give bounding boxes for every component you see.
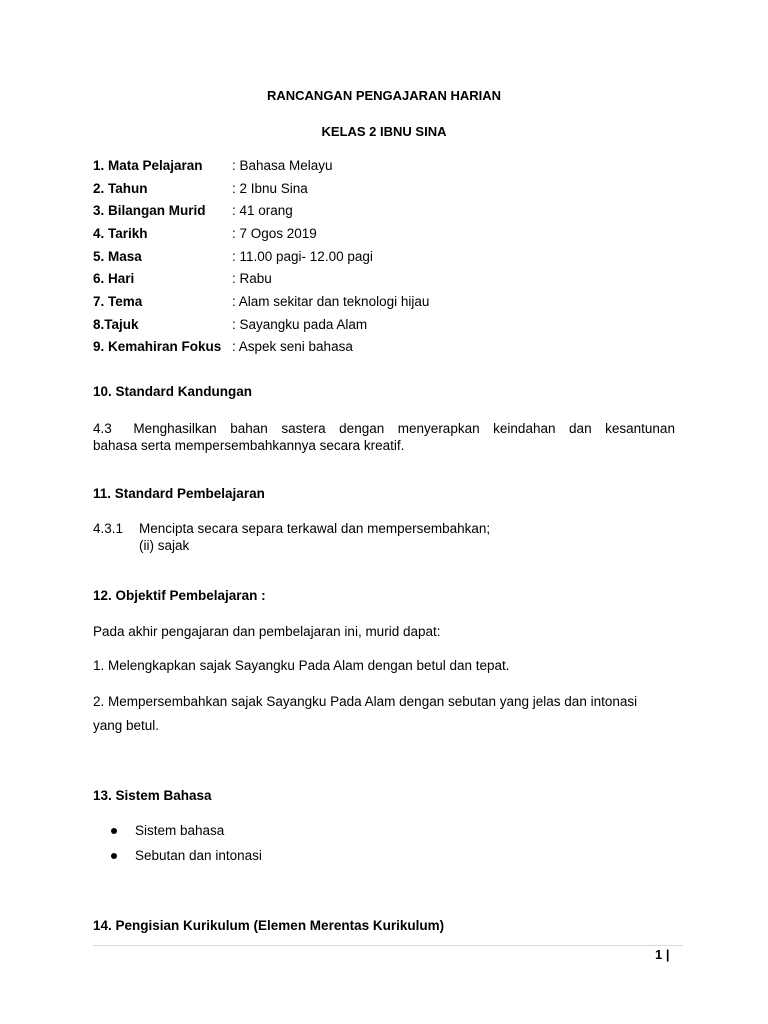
info-value: : 2 Ibnu Sina bbox=[232, 181, 308, 196]
word: dengan bbox=[339, 421, 385, 436]
bullet-icon bbox=[111, 853, 117, 859]
info-value: : Sayangku pada Alam bbox=[232, 317, 368, 332]
text-line: (ii) sajak bbox=[139, 538, 190, 553]
info-value: : Aspek seni bahasa bbox=[232, 339, 353, 354]
info-label: 5. Masa bbox=[93, 249, 142, 264]
info-label: 3. Bilangan Murid bbox=[93, 203, 206, 218]
info-value: : 41 orang bbox=[232, 203, 293, 218]
info-value: : Rabu bbox=[232, 271, 272, 286]
word: keindahan bbox=[493, 421, 556, 436]
list-item: Sebutan dan intonasi bbox=[135, 848, 262, 863]
word: menyerapkan bbox=[397, 421, 480, 436]
info-label: 4. Tarikh bbox=[93, 226, 148, 241]
objective-item: 1. Melengkapkan sajak Sayangku Pada Alam dengan betul dan tepat. bbox=[93, 658, 510, 673]
info-value: : 7 Ogos 2019 bbox=[232, 226, 317, 241]
standard-kandungan-text bbox=[93, 420, 675, 454]
objective-intro: Pada akhir pengajaran dan pembelajaran ini, murid dapat: bbox=[93, 624, 441, 639]
word: bahan bbox=[230, 421, 268, 436]
word: sastera bbox=[281, 421, 326, 436]
content-code: 4.3 bbox=[93, 421, 112, 436]
page-number: 1 | bbox=[655, 947, 670, 962]
section-heading: 12. Objektif Pembelajaran : bbox=[93, 588, 266, 603]
text-line: Mencipta secara separa terkawal dan mempersembahkan; bbox=[139, 521, 491, 536]
info-label: 6. Hari bbox=[93, 271, 135, 286]
info-label: 7. Tema bbox=[93, 294, 143, 309]
learning-standard-code: 4.3.1 bbox=[93, 521, 124, 536]
section-heading: 10. Standard Kandungan bbox=[93, 384, 253, 399]
section-heading: 14. Pengisian Kurikulum (Elemen Merentas Kurikulum) bbox=[93, 918, 445, 933]
document-title: RANCANGAN PENGAJARAN HARIAN bbox=[266, 88, 501, 103]
info-value: : Alam sekitar dan teknologi hijau bbox=[232, 294, 430, 309]
text-line: bahasa serta mempersembahkannya secara kreatif. bbox=[93, 438, 405, 453]
objective-item: 2. Mempersembahkan sajak Sayangku Pada Alam dengan sebutan yang jelas dan intonasi bbox=[93, 694, 638, 709]
info-label: 1. Mata Pelajaran bbox=[93, 158, 203, 173]
info-value: : 11.00 pagi- 12.00 pagi bbox=[232, 249, 373, 264]
word: Menghasilkan bbox=[133, 421, 217, 436]
bullet-icon bbox=[111, 828, 117, 834]
section-heading: 11. Standard Pembelajaran bbox=[93, 486, 265, 501]
word: dan bbox=[569, 421, 592, 436]
info-label: 8.Tajuk bbox=[93, 317, 139, 332]
list-item: Sistem bahasa bbox=[135, 823, 225, 838]
objective-item-continuation: yang betul. bbox=[93, 718, 160, 733]
word: kesantunan bbox=[605, 421, 675, 436]
footer-divider bbox=[93, 945, 683, 946]
info-value: : Bahasa Melayu bbox=[232, 158, 333, 173]
info-label: 2. Tahun bbox=[93, 181, 148, 196]
section-heading: 13. Sistem Bahasa bbox=[93, 788, 212, 803]
info-label: 9. Kemahiran Fokus bbox=[93, 339, 222, 354]
class-subtitle: KELAS 2 IBNU SINA bbox=[321, 124, 447, 139]
justified-line bbox=[93, 420, 675, 437]
